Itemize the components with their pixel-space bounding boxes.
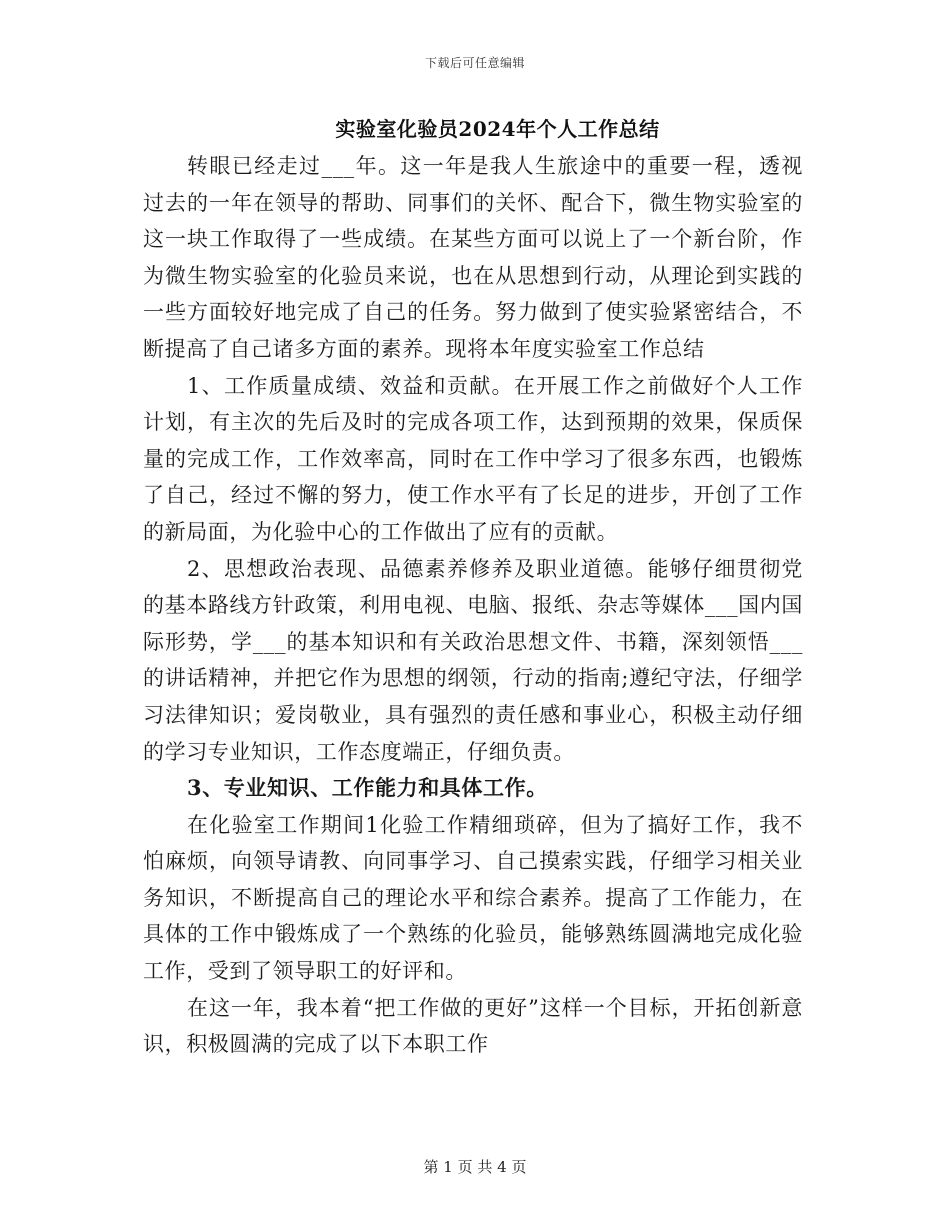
- paragraph-closing: 在这一年，我本着“把工作做的更好”这样一个目标，开拓创新意识，积极圆满的完成了以下本职工作: [143, 995, 803, 1057]
- section-3-heading: 3、专业知识、工作能力和具体工作。: [187, 775, 548, 801]
- paragraph-intro: 转眼已经走过___年。这一年是我人生旅途中的重要一程，透视过去的一年在领导的帮助、同事们的关怀、配合下，微生物实验室的这一块工作取得了一些成绩。在某些方面可以说上了一个新台阶，作为微生物实验室的化验员来说，也在从思想到行动，从理论到实践的一些方面较好地完成了自己的任务。努力做到了使实验紧密结合，不断提高了自己诸多方面的素养。现将本年度实验室工作总结: [143, 154, 803, 361]
- document-title: 实验室化验员2024年个人工作总结: [335, 117, 660, 141]
- paragraph-section-3: 在化验室工作期间1化验工作精细琐碎，但为了搞好工作，我不怕麻烦，向领导请教、向同事学习、自己摸索实践，仔细学习相关业务知识，不断提高自己的理论水平和综合素养。提高了工作能力，在具体的工作中锻炼成了一个熟练的化验员，能够熟练圆满地完成化验工作，受到了领导职工的好评和。: [143, 812, 803, 984]
- paragraph-section-2: 2、思想政治表现、品德素养修养及职业道德。能够仔细贯彻党的基本路线方针政策，利用电视、电脑、报纸、杂志等媒体___国内国际形势，学___的基本知识和有关政治思想文件、书籍，深刻领悟___的讲话精神，并把它作为思想的纲领，行动的指南;遵纪守法，仔细学习法律知识；爱岗敬业，具有强烈的责任感和事业心，积极主动仔细的学习专业知识，工作态度端正，仔细负责。: [143, 556, 803, 764]
- header-note: 下载后可任意编辑: [424, 56, 525, 70]
- document-body: [143, 148, 803, 1063]
- paragraph-section-1: 1、工作质量成绩、效益和贡献。在开展工作之前做好个人工作计划，有主次的先后及时的完成各项工作，达到预期的效果，保质保量的完成工作，工作效率高，同时在工作中学习了很多东西，也锻炼了自己，经过不懈的努力，使工作水平有了长足的进步，开创了工作的新局面，为化验中心的工作做出了应有的贡献。: [143, 373, 803, 544]
- page-number-footer: 第 1 页 共 4 页: [423, 1158, 527, 1176]
